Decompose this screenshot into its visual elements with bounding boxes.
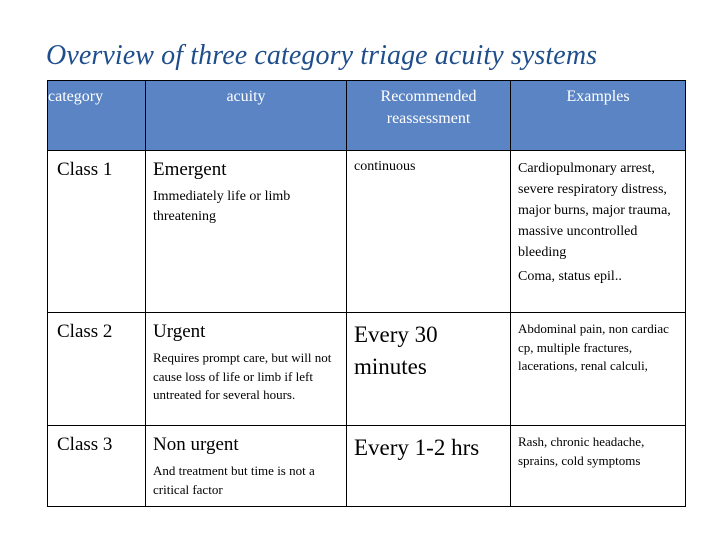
examples-cell bbox=[511, 426, 686, 507]
acuity-label: Non urgent bbox=[153, 434, 239, 455]
reassessment-value: Every 30 minutes bbox=[354, 322, 438, 379]
examples-extra: Coma, status epil.. bbox=[518, 269, 622, 284]
examples-text: Cardiopulmonary arrest, severe respiratory distress, major burns, major trauma, massive uncontrolled bleeding bbox=[518, 161, 671, 260]
reassessment-cell bbox=[347, 151, 511, 313]
header-reassessment bbox=[347, 81, 511, 151]
table-header-row bbox=[48, 81, 686, 151]
reassessment-cell bbox=[347, 313, 511, 426]
reassessment-value: Every 1-2 hrs bbox=[354, 435, 480, 460]
examples-text: Rash, chronic headache, sprains, cold symptoms bbox=[518, 434, 645, 468]
reassessment-cell bbox=[347, 426, 511, 507]
acuity-description: Requires prompt care, but will not cause loss of life or limb if left untreated for several hours. bbox=[153, 350, 332, 402]
table-row bbox=[48, 426, 686, 507]
category-label: Class 2 bbox=[57, 321, 113, 342]
triage-table bbox=[47, 80, 686, 507]
category-cell bbox=[48, 151, 146, 313]
acuity-label: Emergent bbox=[153, 159, 227, 180]
header-reassessment-label: Recommended reassessment bbox=[380, 88, 477, 127]
category-label: Class 1 bbox=[57, 159, 113, 180]
category-label: Class 3 bbox=[57, 434, 113, 455]
acuity-cell bbox=[146, 151, 347, 313]
examples-text: Abdominal pain, non cardiac cp, multiple fractures, lacerations, renal calculi, bbox=[518, 321, 669, 373]
page-title: Overview of three category triage acuity systems bbox=[46, 40, 598, 71]
examples-cell bbox=[511, 151, 686, 313]
category-cell bbox=[48, 313, 146, 426]
examples-cell bbox=[511, 313, 686, 426]
table-row bbox=[48, 313, 686, 426]
header-category: category bbox=[48, 81, 146, 151]
acuity-description: Immediately life or limb threatening bbox=[153, 189, 291, 224]
header-acuity: acuity bbox=[146, 81, 347, 151]
table-row bbox=[48, 151, 686, 313]
category-cell bbox=[48, 426, 146, 507]
acuity-label: Urgent bbox=[153, 321, 206, 342]
acuity-cell bbox=[146, 426, 347, 507]
acuity-cell bbox=[146, 313, 347, 426]
reassessment-value: continuous bbox=[354, 159, 416, 174]
acuity-description: And treatment but time is not a critical factor bbox=[153, 463, 315, 497]
header-examples: Examples bbox=[511, 81, 686, 151]
